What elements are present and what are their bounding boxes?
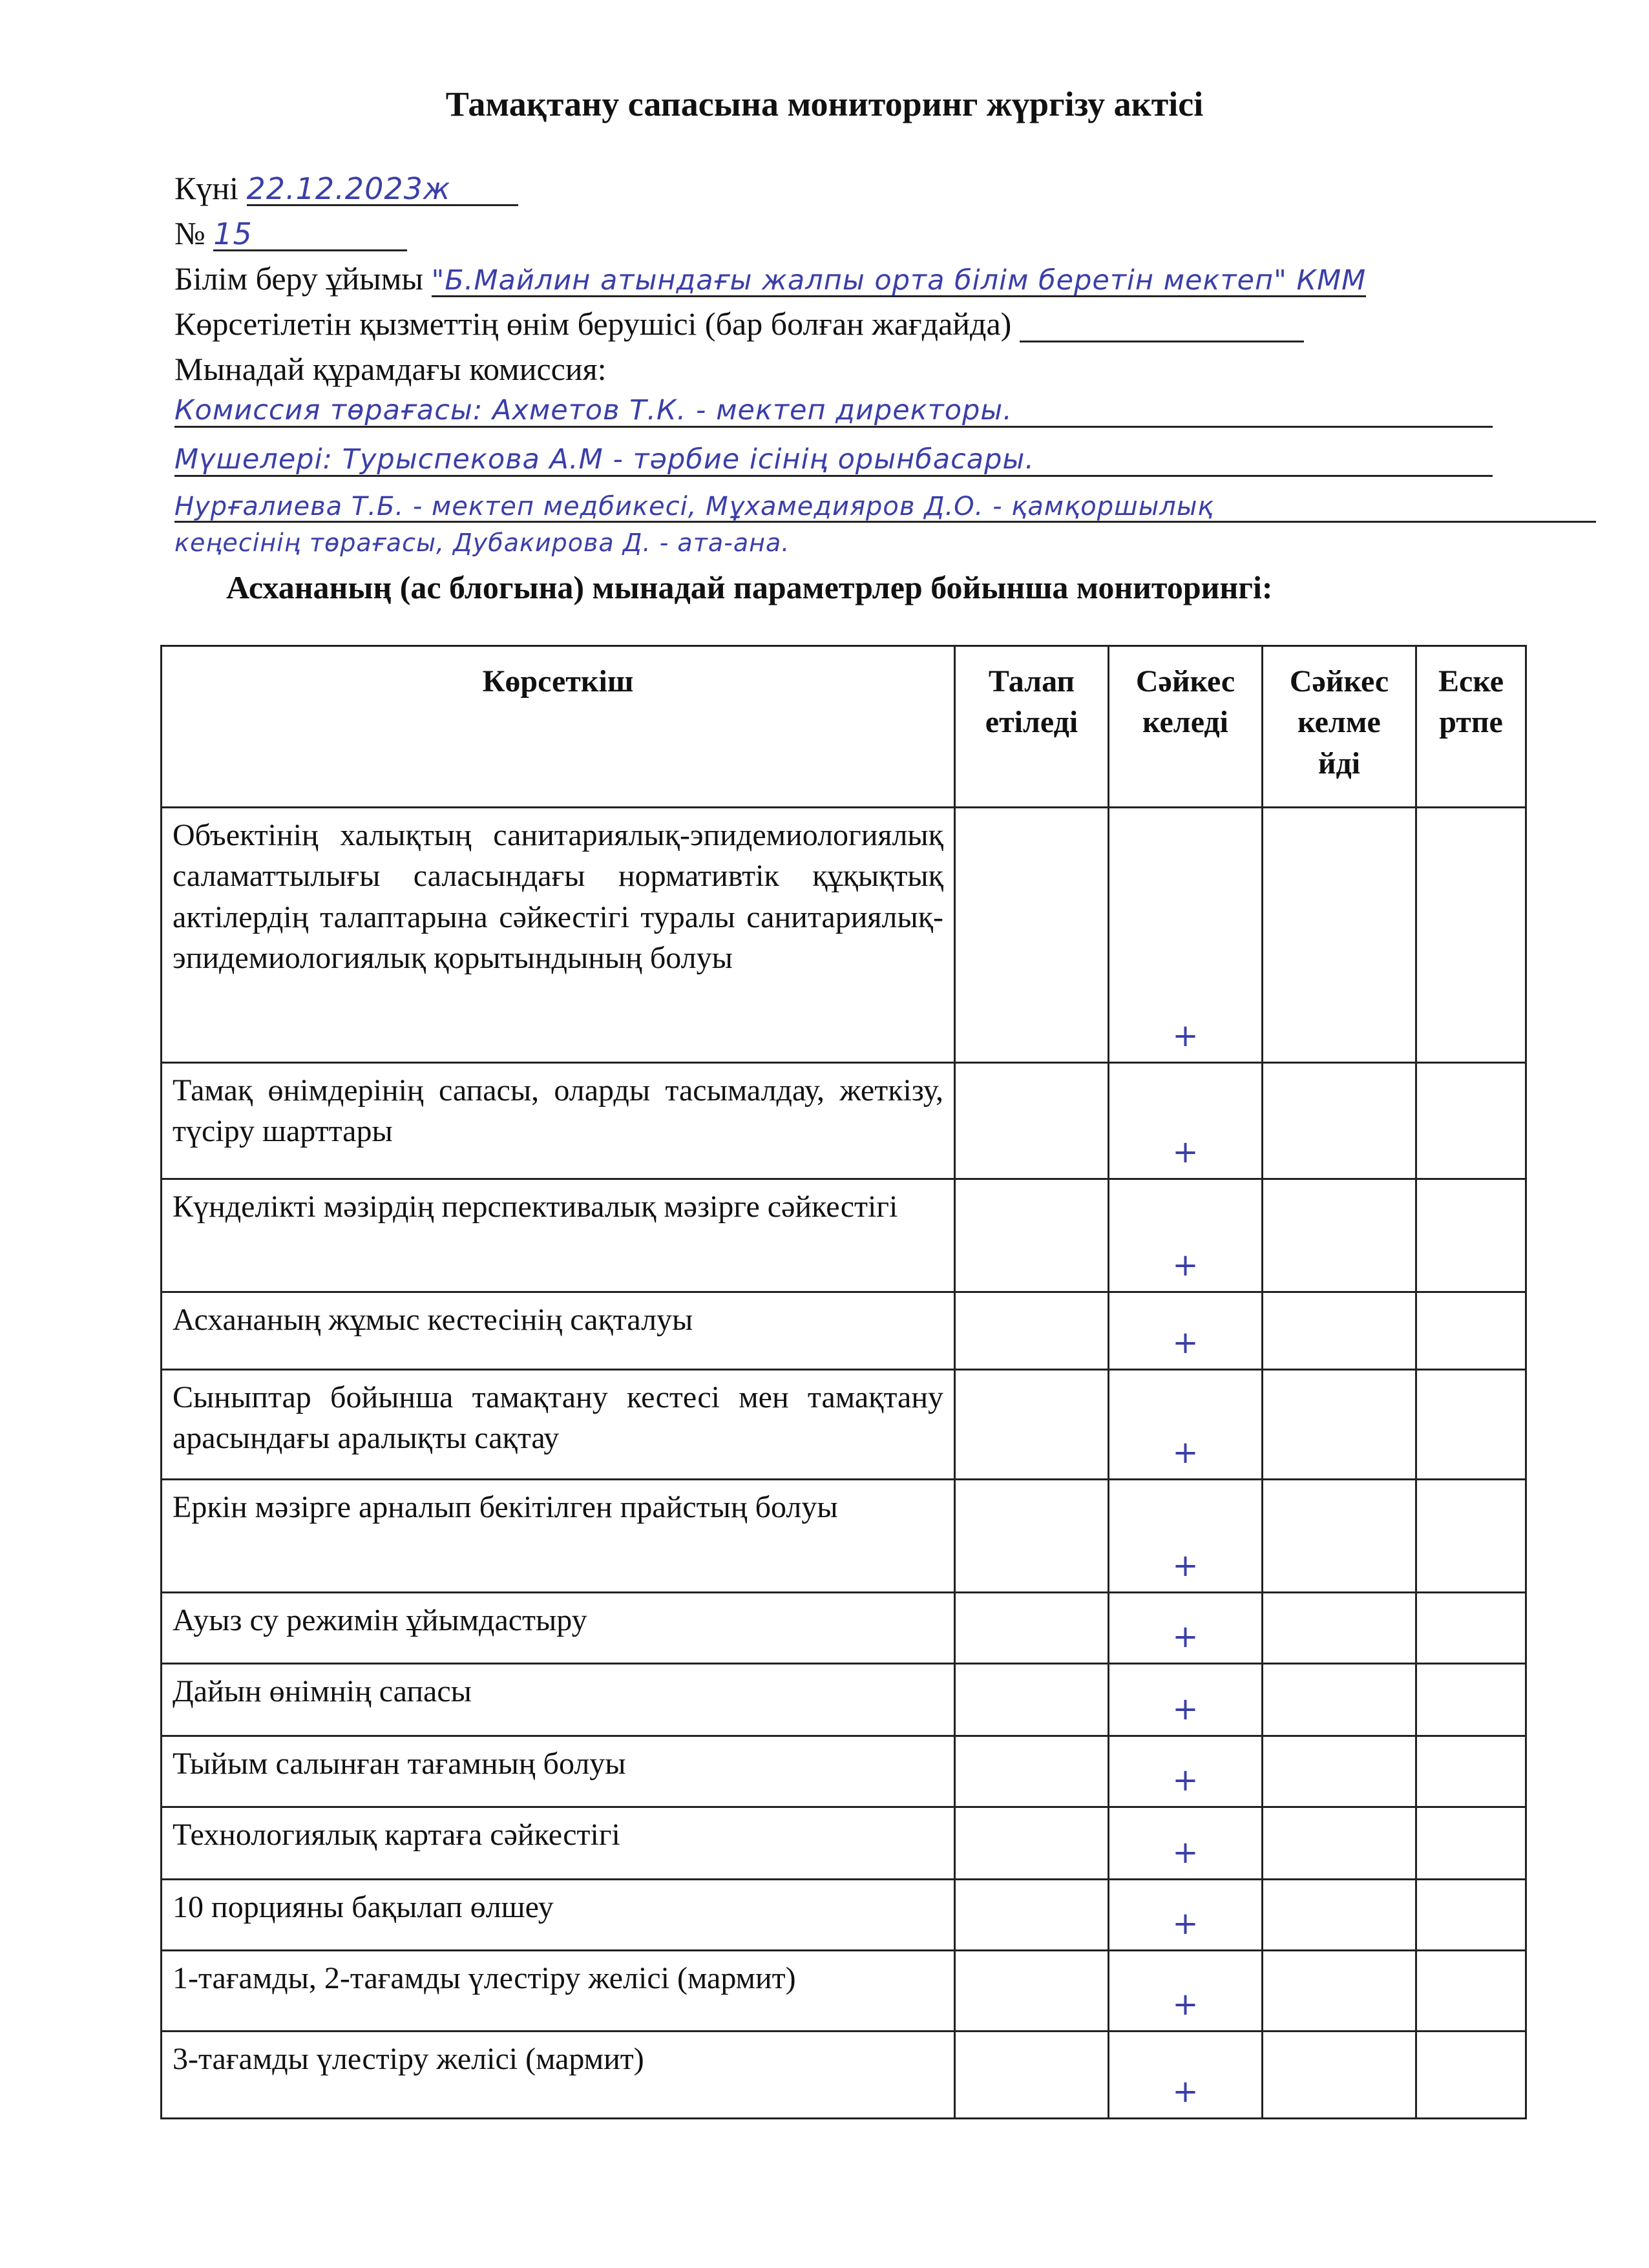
commission-line-2: Мүшелері: Турыспекова А.М - тәрбие ісінің орынбасары. — [174, 445, 1493, 477]
required-cell — [955, 1370, 1109, 1480]
commission-label: Мынадай құрамдағы комиссия: — [174, 351, 607, 387]
number-value: 15 — [213, 218, 407, 251]
required-cell — [955, 2032, 1109, 2119]
commission-line-1: Комиссия төрағасы: Ахметов Т.К. - мектеп директоры. — [174, 395, 1493, 428]
required-cell — [955, 1292, 1109, 1370]
required-cell — [955, 1880, 1109, 1951]
organization-value: "Б.Майлин атындағы жалпы орта білім беретін мектеп" КММ — [431, 264, 1367, 297]
compliant-mark: + — [1109, 1292, 1263, 1370]
table-row — [162, 1292, 1526, 1370]
noncompliant-cell — [1263, 1951, 1416, 2032]
note-cell — [1416, 1951, 1526, 2032]
required-cell — [955, 1480, 1109, 1593]
compliant-mark: + — [1109, 1736, 1263, 1807]
header-required: Талап етіледі — [955, 646, 1109, 808]
indicator-cell: Сыныптар бойынша тамақтану кестесі мен тамақтану арасындағы аралықты сақтау — [162, 1370, 955, 1480]
compliant-mark: + — [1109, 1951, 1263, 2032]
compliant-mark: + — [1109, 1179, 1263, 1292]
provider-field — [174, 305, 1304, 342]
note-cell — [1416, 1179, 1526, 1292]
table-row — [162, 1664, 1526, 1736]
table-row — [162, 808, 1526, 1063]
date-field — [174, 169, 518, 207]
provider-label: Көрсетілетін қызметтің өнім берушісі (бар болған жағдайда) — [174, 306, 1012, 342]
indicator-cell: Тыйым салынған тағамның болуы — [162, 1736, 955, 1807]
commission-line-3: Нурғалиева Т.Б. - мектеп медбикесі, Мұхамедияров Д.О. - қамқоршылық — [174, 492, 1596, 523]
indicator-cell: Объектінің халықтың санитариялық-эпидемиологиялық саламаттылығы саласындағы нормативтік құқықтық актілердің талаптарына сәйкестігі туралы санитариялық-эпидемиологиялық қорытындының болуы — [162, 808, 955, 1063]
required-cell — [955, 1951, 1109, 2032]
compliant-mark: + — [1109, 1480, 1263, 1593]
noncompliant-cell — [1263, 1179, 1416, 1292]
indicator-cell: Еркін мәзірге арналып бекітілген прайстың болуы — [162, 1480, 955, 1593]
indicator-cell: Технологиялық картаға сәйкестігі — [162, 1807, 955, 1880]
table-row — [162, 1179, 1526, 1292]
organization-label: Білім беру ұйымы — [174, 260, 423, 297]
table-row — [162, 1951, 1526, 2032]
required-cell — [955, 808, 1109, 1063]
noncompliant-cell — [1263, 1664, 1416, 1736]
required-cell — [955, 1063, 1109, 1179]
note-cell — [1416, 1292, 1526, 1370]
table-row — [162, 1736, 1526, 1807]
table-row — [162, 1063, 1526, 1179]
noncompliant-cell — [1263, 1063, 1416, 1179]
compliant-mark: + — [1109, 1880, 1263, 1951]
required-cell — [955, 1664, 1109, 1736]
compliant-mark: + — [1109, 1593, 1263, 1664]
note-cell — [1416, 2032, 1526, 2119]
indicator-cell: 3-тағамды үлестіру желісі (мармит) — [162, 2032, 955, 2119]
date-value: 22.12.2023ж — [247, 173, 518, 206]
note-cell — [1416, 1370, 1526, 1480]
noncompliant-cell — [1263, 1292, 1416, 1370]
number-field — [174, 215, 407, 252]
indicator-cell: 10 порцияны бақылап өлшеу — [162, 1880, 955, 1951]
table-row — [162, 1807, 1526, 1880]
noncompliant-cell — [1263, 1880, 1416, 1951]
note-cell — [1416, 1736, 1526, 1807]
indicator-cell: Асхананың жұмыс кестесінің сақталуы — [162, 1292, 955, 1370]
noncompliant-cell — [1263, 2032, 1416, 2119]
note-cell — [1416, 1880, 1526, 1951]
noncompliant-cell — [1263, 1370, 1416, 1480]
noncompliant-cell — [1263, 1807, 1416, 1880]
noncompliant-cell — [1263, 808, 1416, 1063]
number-label: № — [174, 215, 205, 251]
note-cell — [1416, 1063, 1526, 1179]
note-cell — [1416, 1593, 1526, 1664]
document-title: Тамақтану сапасына мониторинг жүргізу актісі — [445, 85, 1204, 123]
table-row — [162, 1880, 1526, 1951]
note-cell — [1416, 808, 1526, 1063]
compliant-mark: + — [1109, 808, 1263, 1063]
header-noncompliant: Сәйкес келме йді — [1263, 646, 1416, 808]
indicator-cell: 1-тағамды, 2-тағамды үлестіру желісі (мармит) — [162, 1951, 955, 2032]
indicator-cell: Тамақ өнімдерінің сапасы, оларды тасымалдау, жеткізу, түсіру шарттары — [162, 1063, 955, 1179]
provider-blank — [1020, 310, 1304, 342]
compliant-mark: + — [1109, 2032, 1263, 2119]
required-cell — [955, 1179, 1109, 1292]
compliant-mark: + — [1109, 1370, 1263, 1480]
monitoring-table — [160, 645, 1527, 2119]
commission-line-4: кеңесінің төрағасы, Дубакирова Д. - ата-ана. — [174, 529, 790, 557]
table-row — [162, 1593, 1526, 1664]
compliant-mark: + — [1109, 1664, 1263, 1736]
required-cell — [955, 1593, 1109, 1664]
table-header-row — [162, 646, 1526, 808]
note-cell — [1416, 1480, 1526, 1593]
header-note: Еске ртпе — [1416, 646, 1526, 808]
indicator-cell: Дайын өнімнің сапасы — [162, 1664, 955, 1736]
monitoring-subtitle: Асхананың (ас блогына) мынадай параметрлер бойынша мониторингі: — [226, 569, 1273, 605]
noncompliant-cell — [1263, 1480, 1416, 1593]
note-cell — [1416, 1807, 1526, 1880]
table-row — [162, 2032, 1526, 2119]
header-compliant: Сәйкес келеді — [1109, 646, 1263, 808]
compliant-mark: + — [1109, 1807, 1263, 1880]
required-cell — [955, 1807, 1109, 1880]
indicator-cell: Ауыз су режимін ұйымдастыру — [162, 1593, 955, 1664]
required-cell — [955, 1736, 1109, 1807]
header-indicator: Көрсеткіш — [162, 646, 955, 808]
table-row — [162, 1480, 1526, 1593]
noncompliant-cell — [1263, 1736, 1416, 1807]
noncompliant-cell — [1263, 1593, 1416, 1664]
note-cell — [1416, 1664, 1526, 1736]
date-label: Күні — [174, 170, 238, 206]
indicator-cell: Күнделікті мәзірдің перспективалық мәзірге сәйкестігі — [162, 1179, 955, 1292]
compliant-mark: + — [1109, 1063, 1263, 1179]
table-row — [162, 1370, 1526, 1480]
organization-field — [174, 260, 1366, 297]
